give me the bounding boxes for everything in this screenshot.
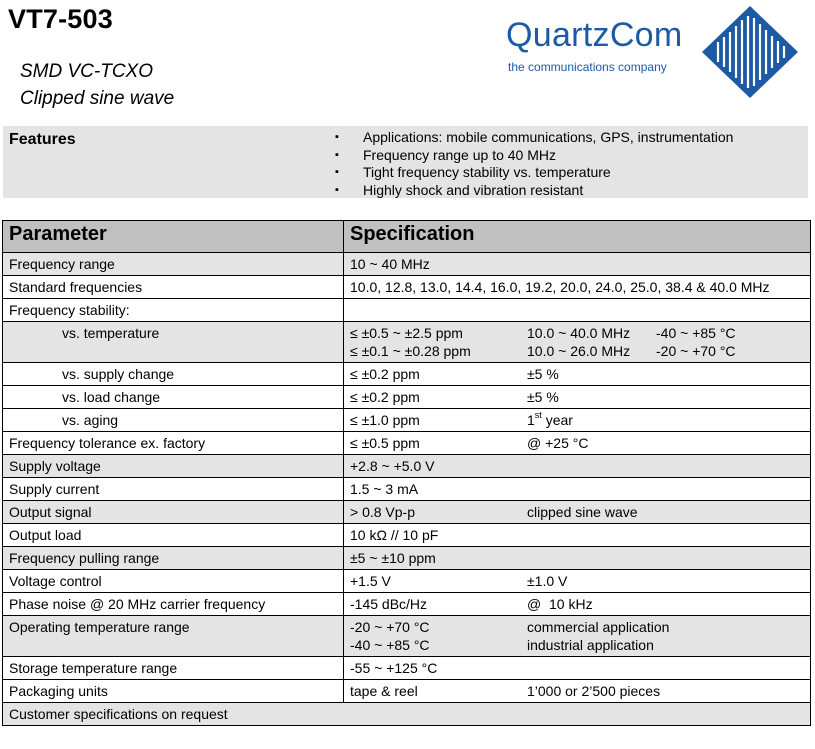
table-row (3, 547, 811, 570)
table-row (3, 455, 811, 478)
table-row (3, 299, 811, 322)
table-row (3, 501, 811, 524)
spec-cell (344, 501, 811, 524)
spec-value: -40 ~ +85 °C (350, 637, 430, 653)
table-row (3, 593, 811, 616)
table-row (3, 253, 811, 276)
product-subtitle (20, 58, 174, 112)
param-cell: Frequency pulling range (3, 547, 344, 570)
spec-condition: industrial application (527, 637, 654, 653)
spec-value: ≤ ±0.5 ppm (350, 435, 420, 451)
table-row (3, 680, 811, 703)
spec-cell (344, 409, 811, 432)
features-section (3, 126, 808, 198)
spec-cell (344, 680, 811, 703)
spec-cell (344, 432, 811, 455)
spec-condition: ±5 % (527, 389, 559, 405)
header-specification: Specification (344, 221, 811, 253)
spec-cell (344, 386, 811, 409)
spec-condition: @ 10 kHz (527, 596, 593, 612)
param-cell: Output load (3, 524, 344, 547)
spec-condition: 10.0 ~ 26.0 MHz (527, 343, 631, 359)
aging-year-number: 1 (527, 412, 535, 428)
spec-cell (344, 363, 811, 386)
subtitle-type: SMD VC-TCXO (20, 61, 153, 82)
feature-item: ▪ Highly shock and vibration resistant (335, 182, 733, 200)
table-row (3, 616, 811, 657)
spec-cell: 10 kΩ // 10 pF (344, 524, 811, 547)
table-row (3, 409, 811, 432)
spec-condition: 10.0 ~ 40.0 MHz (527, 325, 631, 341)
table-row (3, 524, 811, 547)
feature-item: ▪ Applications: mobile communications, GPS, instrumentation (335, 129, 733, 147)
aging-ordinal-suffix: st (534, 410, 542, 421)
spec-value: -145 dBc/Hz (350, 596, 428, 612)
features-label: Features (9, 131, 76, 148)
spec-cell (344, 322, 811, 363)
table-row (3, 478, 811, 501)
spec-cell (344, 616, 811, 657)
spec-cell: ±5 ~ ±10 ppm (344, 547, 811, 570)
table-row (3, 386, 811, 409)
product-title: VT7-503 (8, 4, 113, 34)
spec-value: ≤ ±0.5 ~ ±2.5 ppm (350, 325, 463, 341)
spec-value: ≤ ±0.2 ppm (350, 389, 420, 405)
table-row (3, 657, 811, 680)
spec-cell (344, 593, 811, 616)
spec-cell: 10 ~ 40 MHz (344, 253, 811, 276)
param-cell: vs. temperature (3, 322, 344, 363)
table-row (3, 322, 811, 363)
param-cell: vs. load change (3, 386, 344, 409)
spec-temperature: -20 ~ +70 °C (656, 343, 736, 359)
param-cell: Output signal (3, 501, 344, 524)
table-row (3, 570, 811, 593)
feature-item: ▪ Frequency range up to 40 MHz (335, 147, 733, 165)
quartz-waveform-logo-icon (696, 4, 804, 100)
spec-value: +1.5 V (350, 573, 391, 589)
param-cell: vs. aging (3, 409, 344, 432)
spec-value: > 0.8 Vp-p (350, 504, 415, 520)
spec-cell: 10.0, 12.8, 13.0, 14.4, 16.0, 19.2, 20.0, 24.0, 25.0, 38.4 & 40.0 MHz (344, 276, 811, 299)
table-row (3, 703, 811, 726)
header-parameter: Parameter (3, 221, 344, 253)
spec-value: ≤ ±0.2 ppm (350, 366, 420, 382)
param-cell: Packaging units (3, 680, 344, 703)
spec-value: tape & reel (350, 683, 418, 699)
table-row (3, 432, 811, 455)
param-cell: Voltage control (3, 570, 344, 593)
spec-cell: 1.5 ~ 3 mA (344, 478, 811, 501)
param-cell: Storage temperature range (3, 657, 344, 680)
param-cell: vs. supply change (3, 363, 344, 386)
spec-value: ≤ ±1.0 ppm (350, 412, 420, 428)
spec-condition: ±5 % (527, 366, 559, 382)
param-cell: Frequency stability: (3, 299, 344, 322)
spec-condition: 1’000 or 2’500 pieces (527, 683, 661, 699)
spec-cell (344, 299, 811, 322)
spec-condition: ±1.0 V (527, 573, 568, 589)
spec-cell: +2.8 ~ +5.0 V (344, 455, 811, 478)
spec-condition: commercial application (527, 619, 670, 635)
spec-condition: clipped sine wave (527, 504, 638, 520)
feature-item: ▪ Tight frequency stability vs. temperature (335, 164, 733, 182)
spec-condition: @ +25 °C (527, 435, 589, 451)
param-cell: Frequency range (3, 253, 344, 276)
logo-tagline: the communications company (508, 60, 667, 74)
specification-table (2, 220, 811, 726)
param-cell: Standard frequencies (3, 276, 344, 299)
spec-condition (527, 411, 573, 429)
customer-spec-note: Customer specifications on request (3, 703, 811, 726)
param-cell: Supply current (3, 478, 344, 501)
logo-name: QuartzCom (506, 16, 683, 54)
aging-year-text: year (541, 412, 573, 428)
param-cell: Phase noise @ 20 MHz carrier frequency (3, 593, 344, 616)
spec-value: ≤ ±0.1 ~ ±0.28 ppm (350, 343, 471, 359)
table-row (3, 276, 811, 299)
spec-value: -20 ~ +70 °C (350, 619, 430, 635)
table-header-row (3, 221, 811, 253)
param-cell: Supply voltage (3, 455, 344, 478)
param-cell: Operating temperature range (3, 616, 344, 657)
spec-cell (344, 570, 811, 593)
features-list (335, 129, 733, 199)
table-row (3, 363, 811, 386)
spec-cell: -55 ~ +125 °C (344, 657, 811, 680)
subtitle-output: Clipped sine wave (20, 88, 175, 109)
param-cell: Frequency tolerance ex. factory (3, 432, 344, 455)
spec-temperature: -40 ~ +85 °C (656, 325, 736, 341)
company-logo (500, 4, 805, 100)
